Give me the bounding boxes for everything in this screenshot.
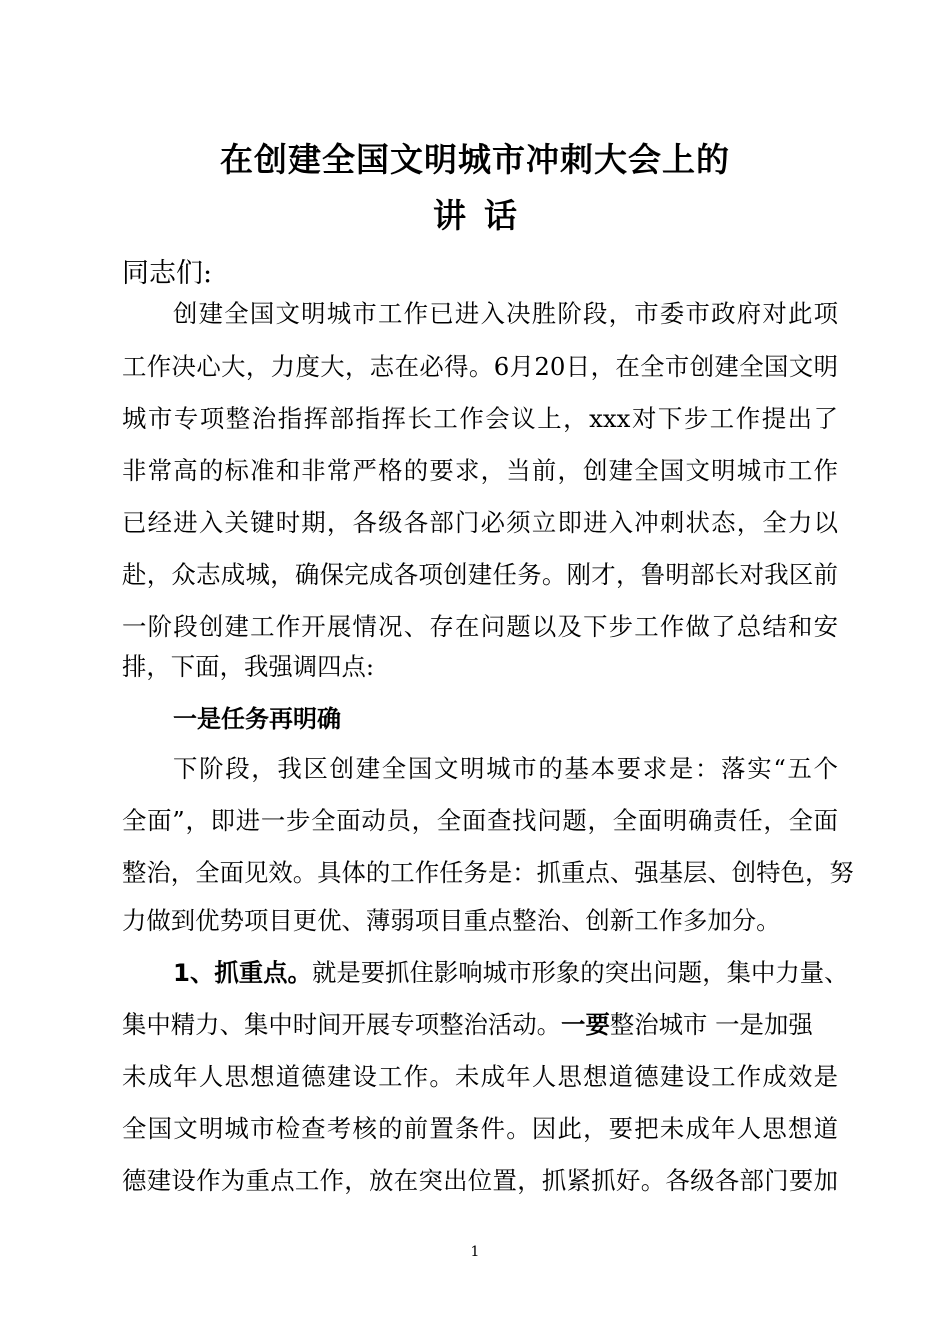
paragraph-line: 未成年人思想道德建设工作。未成年人思想道德建设工作成效是 (122, 1062, 838, 1091)
paragraph-line: 全面”，即进一步全面动员，全面查找问题，全面明确责任，全面 (122, 806, 838, 835)
paragraph-line: 下阶段，我区创建全国文明城市的基本要求是：落实“五个 (173, 754, 838, 783)
paragraph-line: 一阶段创建工作开展情况、存在问题以及下步工作做了总结和安 (122, 612, 838, 641)
section-heading: 一是任务再明确 (173, 705, 341, 733)
paragraph-line: 城市专项整治指挥部指挥长工作会议上，xxx对下步工作提出了 (122, 404, 838, 433)
bold-run: 一要 (561, 1010, 610, 1039)
paragraph-line: 非常高的标准和非常严格的要求，当前，创建全国文明城市工作 (122, 456, 838, 485)
page-number: 1 (470, 1244, 480, 1260)
paragraph-line: 工作决心大，力度大，志在必得。6月20日，在全市创建全国文明 (122, 352, 838, 381)
paragraph-line: 全国文明城市检查考核的前置条件。因此，要把未成年人思想道 (122, 1114, 838, 1143)
paragraph-line: 整治，全面见效。具体的工作任务是：抓重点、强基层、创特色，努 (122, 858, 854, 887)
paragraph-line: 创建全国文明城市工作已进入决胜阶段，市委市政府对此项 (173, 299, 838, 328)
document-title-line1: 在创建全国文明城市冲刺大会上的 (220, 140, 730, 179)
paragraph-line: 力做到优势项目更优、薄弱项目重点整治、创新工作多加分。 (122, 906, 781, 935)
text-run: 就是要抓住影响城市形象的突出问题，集中力量、 (311, 958, 849, 987)
paragraph-line (122, 1005, 838, 1045)
salutation: 同志们: (122, 258, 213, 289)
paragraph-line (173, 953, 849, 993)
paragraph-line: 排，下面，我强调四点: (122, 652, 375, 681)
paragraph-line: 德建设作为重点工作，放在突出位置，抓紧抓好。各级各部门要加 (122, 1166, 838, 1195)
bold-lead: 1、抓重点。 (173, 958, 312, 987)
document-title-line2: 讲话 (433, 196, 535, 235)
paragraph-line: 已经进入关键时期，各级各部门必须立即进入冲刺状态，全力以 (122, 508, 838, 537)
text-run: 整治城市 一是加强 (609, 1010, 813, 1039)
text-run: 集中精力、集中时间开展专项整治活动。 (122, 1010, 562, 1039)
paragraph-line: 赴，众志成城，确保完成各项创建任务。刚才，鲁明部长对我区前 (122, 560, 838, 589)
